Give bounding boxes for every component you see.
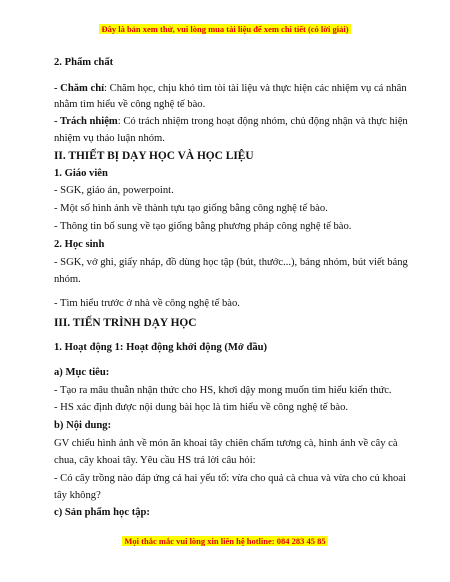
trach-nhiem-line1 <box>54 115 408 129</box>
hoc-sinh-item1-line1: - SGK, vở ghi, giấy nháp, đồ dùng học tập (bút, thước...), bảng nhóm, bút viết bảng <box>54 257 408 268</box>
trach-nhiem-term: - Trách nhiệm <box>54 116 118 127</box>
hotline-text: Mọi thắc mắc vui lòng xin liên hệ hotline: 084 283 45 85 <box>124 536 326 546</box>
heading-san-pham: c) Sản phẩm học tập: <box>54 507 150 518</box>
preview-notice-banner <box>0 24 450 34</box>
hoc-sinh-item2: - Tìm hiểu trước ở nhà về công nghệ tế bào. <box>54 298 240 309</box>
cham-chi-line1 <box>54 82 407 96</box>
heading-pham-chat: 2. Phẩm chất <box>54 57 114 68</box>
heading-hoc-sinh: 2. Học sinh <box>54 239 105 250</box>
noi-dung-para-line1: GV chiếu hình ảnh về món ăn khoai tây chiên chấm tương cà, hình ảnh về cây cà <box>54 438 398 449</box>
hotline-banner <box>0 536 450 546</box>
noi-dung-para-line2: chua, cây khoai tây. Yêu cầu HS trả lời câu hỏi: <box>54 455 256 466</box>
cham-chi-term: - Chăm chỉ <box>54 83 105 94</box>
noi-dung-question-line1: - Có cây trồng nào đáp ứng cả hai yếu tố: vừa cho quả cà chua và vừa cho củ khoai <box>54 473 406 484</box>
heading-tien-trinh: III. TIẾN TRÌNH DẠY HỌC <box>54 317 197 329</box>
heading-noi-dung: b) Nội dung: <box>54 420 112 431</box>
hoc-sinh-item1-line2: nhóm. <box>54 274 81 285</box>
heading-muc-tieu: a) Mục tiêu: <box>54 367 110 378</box>
trach-nhiem-line2: nhiệm vụ thảo luận nhóm. <box>54 133 165 144</box>
trach-nhiem-text: : Có trách nhiệm trong hoạt động nhóm, chủ động nhận và thực hiện <box>117 116 408 127</box>
heading-hoat-dong-1: 1. Hoạt động 1: Hoạt động khởi động (Mở đầu) <box>54 342 268 353</box>
heading-giao-vien: 1. Giáo viên <box>54 168 108 179</box>
cham-chi-text: : Chăm học, chịu khó tìm tòi tài liệu và thực hiện các nhiệm vụ cá nhân <box>104 83 407 94</box>
giao-vien-item: - Một số hình ảnh về thành tựu tạo giống bằng công nghệ tế bào. <box>54 203 328 214</box>
heading-thiet-bi: II. THIẾT BỊ DẠY HỌC VÀ HỌC LIỆU <box>54 150 254 162</box>
noi-dung-question-line2: tây không? <box>54 490 101 501</box>
muc-tieu-item: - HS xác định được nội dung bài học là tìm hiểu về công nghệ tế bào. <box>54 402 349 413</box>
preview-notice-text: Đây là bản xem thử, vui lòng mua tài liệu để xem chi tiết (có lời giải) <box>101 24 349 34</box>
giao-vien-item: - Thông tin bổ sung về tạo giống bằng phương pháp công nghệ tế bào. <box>54 221 352 232</box>
muc-tieu-item: - Tạo ra mâu thuẫn nhận thức cho HS, khơi dậy mong muốn tìm hiểu kiến thức. <box>54 385 392 396</box>
giao-vien-item: - SGK, giáo án, powerpoint. <box>54 185 174 196</box>
cham-chi-line2: nhằm tìm hiểu về công nghệ tế bào. <box>54 99 206 110</box>
